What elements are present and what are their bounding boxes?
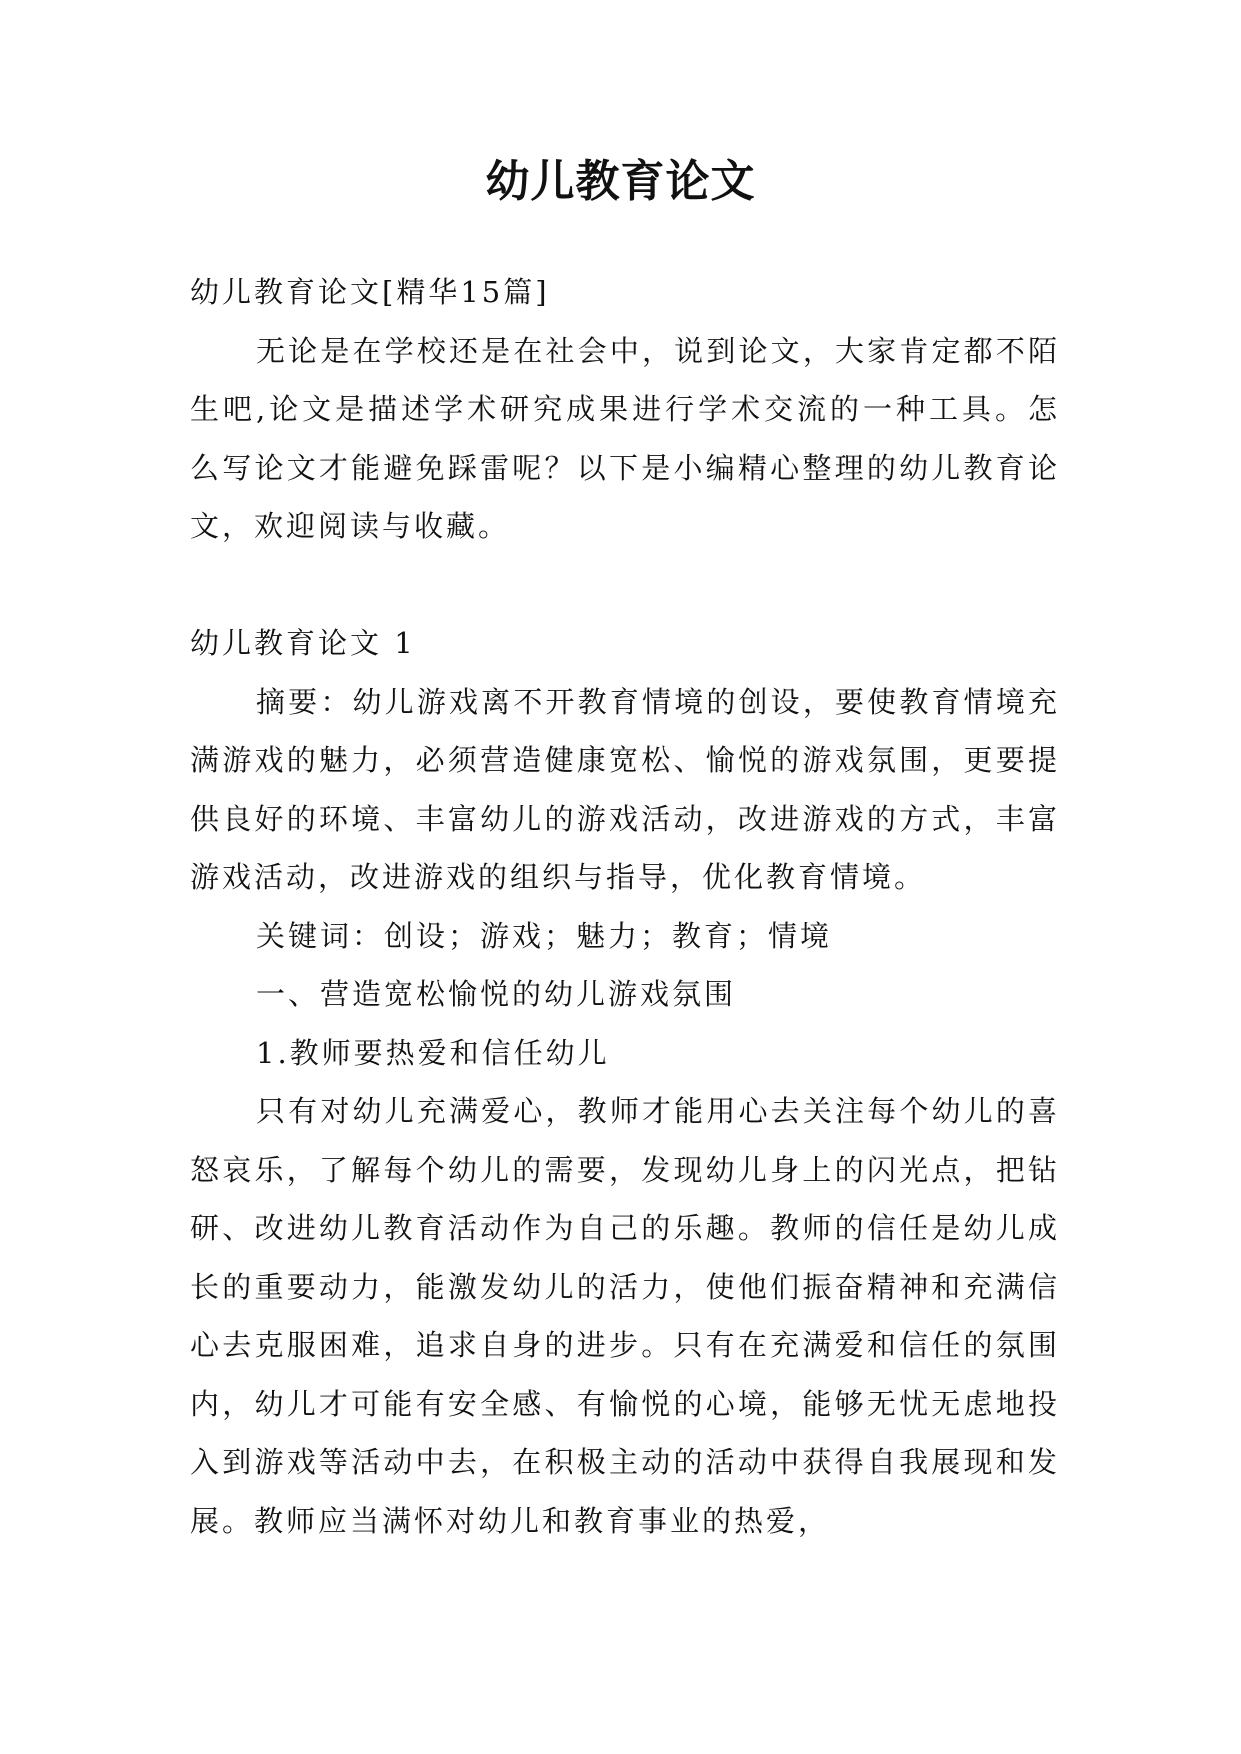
document-body: [190, 263, 1060, 1550]
subheading: 1.教师要热爱和信任幼儿: [256, 1035, 610, 1070]
body-paragraph: 只有对幼儿充满爱心，教师才能用心去关注每个幼儿的喜怒哀乐，了解每个幼儿的需要，发现幼儿身上的闪光点，把钻研、改进幼儿教育活动作为自己的乐趣。教师的信任是幼儿成长的重要动力，能激发幼儿的活力，使他们振奋精神和充满信心去克服困难，追求自身的进步。只有在充满爱和信任的氛围内，幼儿才可能有安全感、有愉悦的心境，能够无忧无虑地投入到游戏等活动中去，在积极主动的活动中获得自我展现和发展。教师应当满怀对幼儿和教育事业的热爱，: [190, 1094, 1060, 1538]
keywords-line: 关键词：创设；游戏；魅力；教育；情境: [256, 918, 833, 953]
section-heading: 幼儿教育论文 1: [190, 626, 416, 660]
abstract-paragraph: 摘要：幼儿游戏离不开教育情境的创设，要使教育情境充满游戏的魅力，必须营造健康宽松、愉悦的游戏氛围，更要提供良好的环境、丰富幼儿的游戏活动，改进游戏的方式，丰富游戏活动，改进游戏的组织与指导，优化教育情境。: [190, 684, 1060, 894]
document-title: 幼儿教育论文: [485, 156, 756, 207]
paragraph-spacer: [190, 556, 1060, 615]
document-subtitle: 幼儿教育论文[精华15篇]: [190, 275, 550, 309]
part-heading: 一、营造宽松愉悦的幼儿游戏氛围: [256, 977, 737, 1011]
intro-paragraph: 无论是在学校还是在社会中，说到论文，大家肯定都不陌生吧,论文是描述学术研究成果进行学术交流的一种工具。怎么写论文才能避免踩雷呢？以下是小编精心整理的幼儿教育论文，欢迎阅读与收藏。: [190, 333, 1060, 543]
